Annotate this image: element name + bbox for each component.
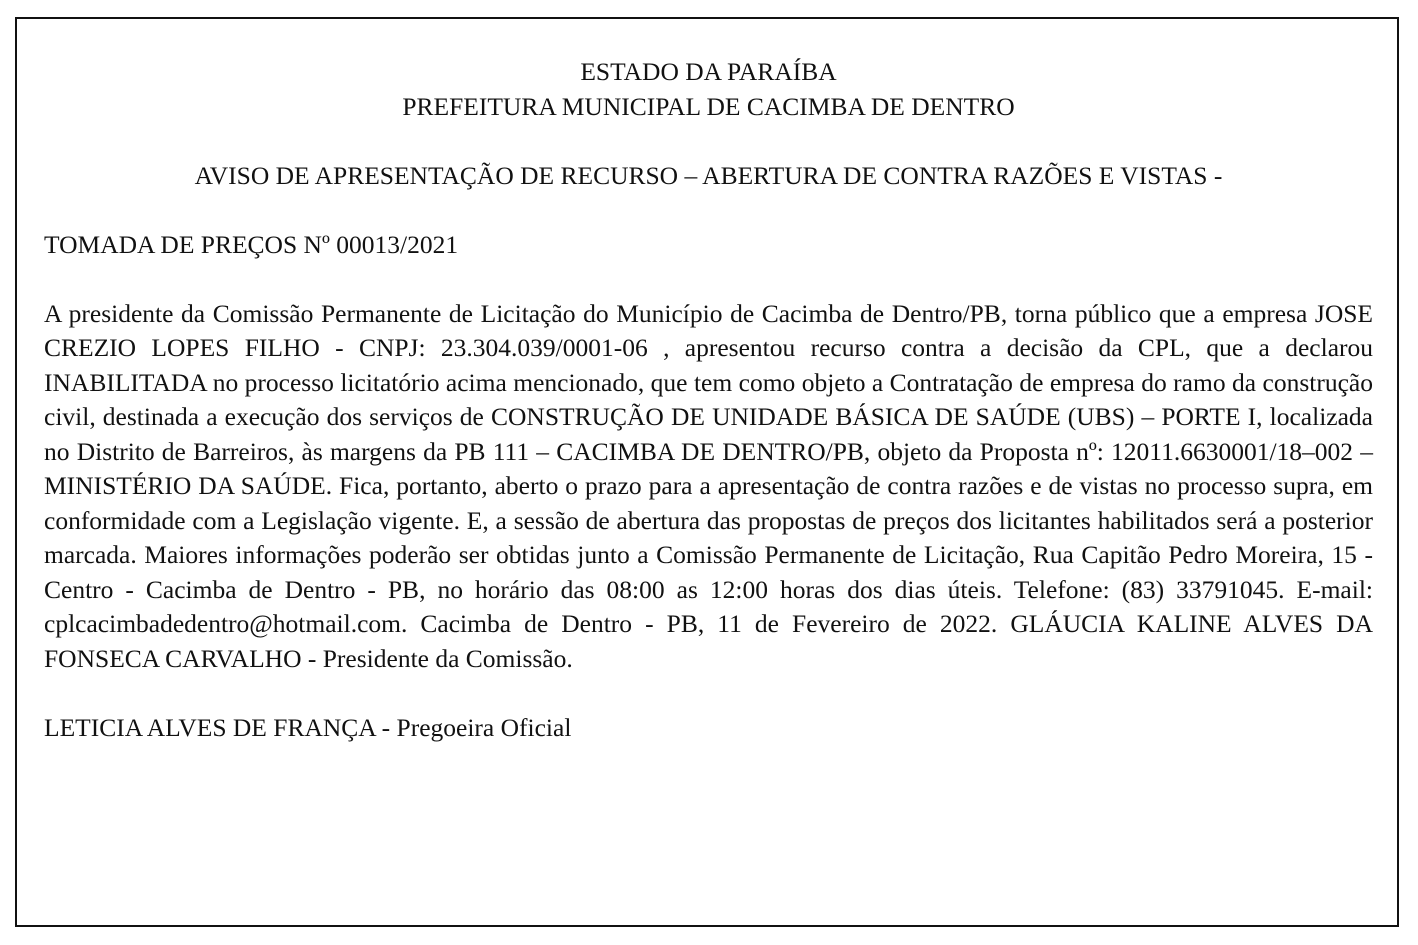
notice-body: A presidente da Comissão Permanente de Licitação do Município de Cacimba de Dentro/PB, torna público que a empresa JOSE CREZIO LOPES FILHO - CNPJ: 23.304.039/0001-06 , apresentou recurso contra a decisão da CPL, que a declarou INABILITADA no processo licitatório acima mencionado, que tem como objeto a Contratação de empresa do ramo da construção civil, destinada a execução dos serviços de CONSTRUÇÃO DE UNIDADE BÁSICA DE SAÚDE (UBS) – PORTE I, localizada no Distrito de Barreiros, às margens da PB 111 – CACIMBA DE DENTRO/PB, objeto da Proposta nº: 12011.6630001/18–002 – MINISTÉRIO DA SAÚDE. Fica, portanto, aberto o prazo para a apresentação de contra razões e de vistas no processo supra, em conformidade com a Legislação vigente. E, a sessão de abertura das propostas de preços dos licitantes habilitados será a posterior marcada. Maiores informações poderão ser obtidas junto a Comissão Permanente de Licitação, Rua Capitão Pedro Moreira, 15 - Centro - Cacimba de Dentro - PB, no horário das 08:00 as 12:00 horas dos dias úteis. Telefone: (83) 33791045. E-mail: cplcacimbadedentro@hotmail.com. Cacimba de Dentro - PB, 11 de Fevereiro de 2022. GLÁUCIA KALINE ALVES DA FONSECA CARVALHO - Presidente da Comissão. [44,298,1373,673]
notice-content [44,55,1373,745]
process-number: TOMADA DE PREÇOS Nº 00013/2021 [44,229,459,259]
notice-title: AVISO DE APRESENTAÇÃO DE RECURSO – ABERTURA DE CONTRA RAZÕES E VISTAS - [194,160,1223,190]
municipality-name: PREFEITURA MUNICIPAL DE CACIMBA DE DENTRO [402,91,1015,121]
signature: LETICIA ALVES DE FRANÇA - Pregoeira Oficial [44,712,572,742]
state-name: ESTADO DA PARAÍBA [580,57,837,86]
notice-header [44,55,1373,124]
